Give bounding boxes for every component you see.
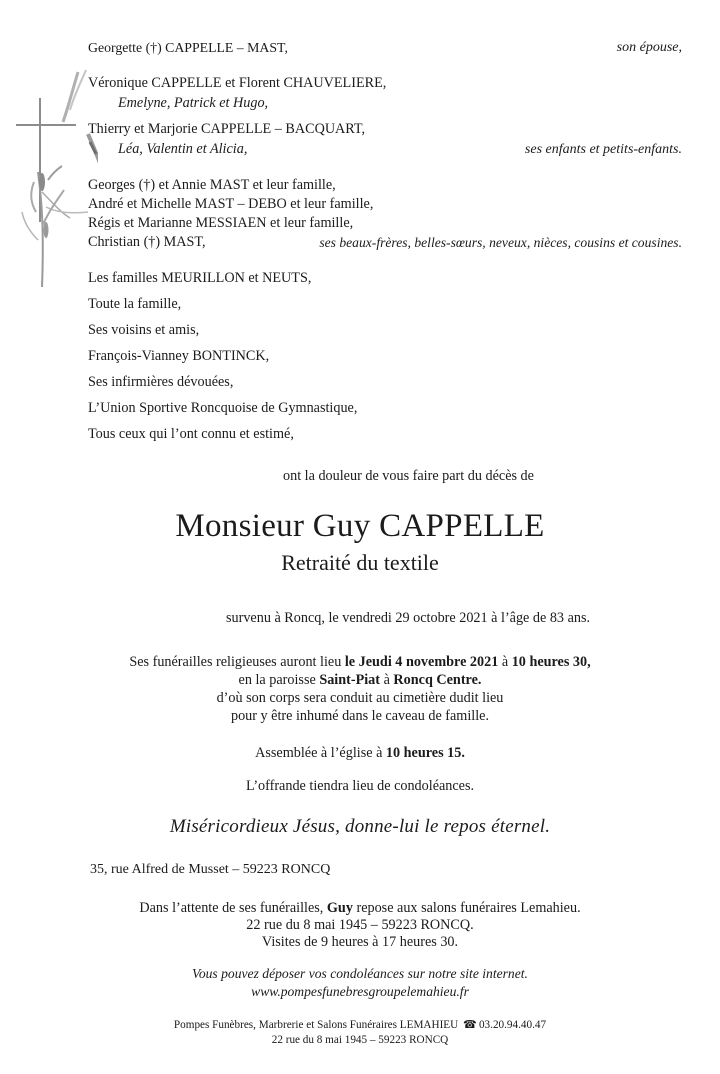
- family-spouse: Georgette (†) CAPPELLE – MAST,: [88, 40, 288, 55]
- spouse-role: son épouse,: [616, 40, 682, 55]
- family-child-2: Thierry et Marjorie CAPPELLE – BACQUART,: [88, 121, 366, 137]
- cross-lily-decoration: [8, 62, 98, 297]
- funeral-line-4: pour y être inhumé dans le caveau de famille.: [230, 708, 490, 724]
- rest-line-1: Dans l’attente de ses funérailles, Guy repose aux salons funéraires Lemahieu.: [139, 900, 581, 916]
- family-child-1-kids: Emelyne, Patrick et Hugo,: [118, 95, 269, 111]
- family-sibling-1: Georges (†) et Annie MAST et leur famille,: [88, 177, 336, 193]
- death-line: survenu à Roncq, le vendredi 29 octobre 2021 à l’âge de 83 ans.: [226, 610, 591, 626]
- family-child-1: Véronique CAPPELLE et Florent CHAUVELIERE,: [88, 75, 387, 91]
- assembly-line: Assemblée à l’église à 10 heures 15.: [255, 745, 465, 761]
- online-line-1: Vous pouvez déposer vos condoléances sur notre site internet.: [192, 966, 528, 981]
- offering-line: L’offrande tiendra lieu de condoléances.: [245, 778, 475, 794]
- deceased-name: Monsieur Guy CAPPELLE: [175, 508, 545, 544]
- family-sibling-3: Régis et Marianne MESSIAEN et leur famille,: [88, 215, 354, 231]
- announce-line: ont la douleur de vous faire part du décès de: [283, 468, 534, 484]
- cross-icon: [16, 98, 76, 222]
- funeral-line-3: d’où son corps sera conduit au cimetière dudit lieu: [216, 690, 504, 706]
- footer-line-2: 22 rue du 8 mai 1945 – 59223 RONCQ: [271, 1034, 449, 1046]
- lily-icon: [8, 62, 98, 292]
- children-role: ses enfants et petits-enfants.: [524, 142, 682, 157]
- others-line: Les familles MEURILLON et NEUTS,: [88, 270, 312, 286]
- others-line: L’Union Sportive Roncquoise de Gymnastique,: [88, 400, 358, 416]
- family-child-2-kids: Léa, Valentin et Alicia,: [118, 141, 248, 157]
- others-line: Ses infirmières dévouées,: [88, 374, 234, 390]
- others-line: Toute la famille,: [88, 296, 182, 312]
- rest-line-3: Visites de 9 heures à 17 heures 30.: [261, 934, 459, 950]
- deceased-title: Retraité du textile: [281, 550, 439, 575]
- phone-icon: ☎: [463, 1019, 477, 1031]
- family-sibling-2: André et Michelle MAST – DEBO et leur famille,: [88, 196, 374, 212]
- footer-line-1: Pompes Funèbres, Marbrerie et Salons Funéraires LEMAHIEU ☎ 03.20.94.40.47: [173, 1019, 547, 1031]
- online-line-2: www.pompesfunebresgroupelemahieu.fr: [251, 984, 469, 999]
- siblings-role: ses beaux-frères, belles-sœurs, neveux, nièces, cousins et cousines.: [319, 235, 682, 250]
- prayer-line: Miséricordieux Jésus, donne-lui le repos éternel.: [169, 816, 551, 837]
- rest-line-2: 22 rue du 8 mai 1945 – 59223 RONCQ.: [246, 917, 474, 933]
- funeral-line-2: en la paroisse Saint-Piat à Roncq Centre.: [238, 672, 482, 688]
- funeral-line-1: Ses funérailles religieuses auront lieu le Jeudi 4 novembre 2021 à 10 heures 30,: [129, 654, 591, 670]
- others-line: François-Vianney BONTINCK,: [88, 348, 270, 364]
- home-address: 35, rue Alfred de Musset – 59223 RONCQ: [90, 862, 331, 877]
- others-line: Tous ceux qui l’ont connu et estimé,: [88, 426, 294, 442]
- others-line: Ses voisins et amis,: [88, 322, 200, 338]
- family-sibling-4: Christian (†) MAST,: [88, 234, 206, 250]
